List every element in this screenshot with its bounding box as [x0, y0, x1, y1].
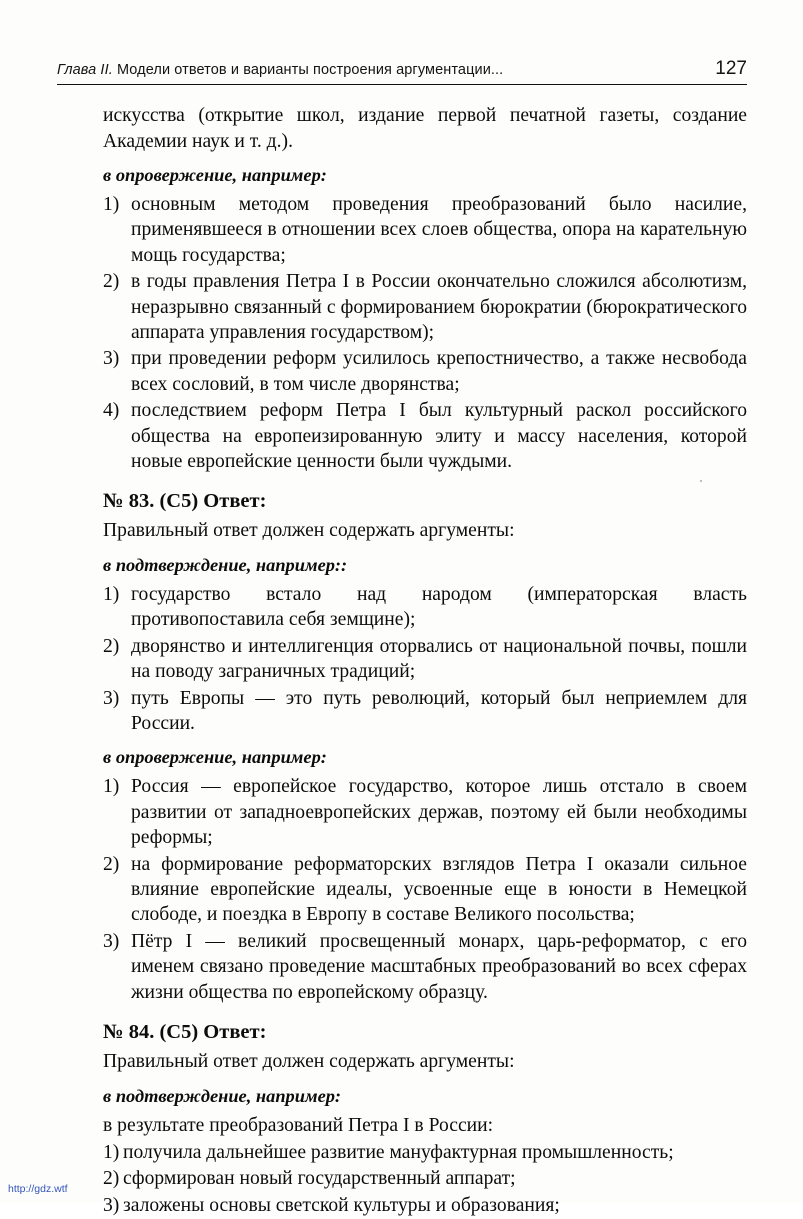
answer-83-lead: Правильный ответ должен содержать аргументы:: [103, 520, 515, 542]
answer-84-intro: в результате преобразований Петра I в России:: [103, 1114, 494, 1136]
list-item: [57, 398, 747, 474]
header-chapter: Глава II.: [57, 62, 113, 78]
list-item: [57, 774, 747, 850]
list-item: [57, 269, 747, 345]
list-item-number: 3): [103, 348, 120, 370]
list-item-text: основным методом проведения преобразований было насилие, применявшееся в отношении всех слоев общества, опора на карательную мощь государства;: [131, 194, 747, 266]
list-item: [57, 1166, 747, 1191]
list-item-text: путь Европы — это путь революций, который был неприемлем для России.: [131, 687, 747, 734]
refutation-label: в опровержение, например:: [103, 165, 327, 185]
refutation-list: [57, 192, 747, 474]
answer-83-confirmation-label: в подтверждение, например::: [103, 554, 348, 575]
list-item-text: сформирован новый государственный аппарат;: [123, 1168, 516, 1190]
answer-83-refutation-label: в опровержение, например:: [103, 747, 327, 768]
list-item-number: 1): [103, 1142, 120, 1164]
answer-84-lead: Правильный ответ должен содержать аргументы:: [103, 1051, 515, 1073]
list-item: [57, 686, 747, 737]
page-number: 127: [715, 58, 747, 79]
list-item-text: Пётр I — великий просвещенный монарх, царь-реформатор, с его именем связано проведение масштабных преобразований во всех сферах жизни общества по европейскому образцу.: [131, 930, 747, 1003]
list-item-number: 2): [103, 271, 120, 293]
answer-84-list: [57, 1140, 747, 1218]
list-item: [57, 929, 747, 1005]
list-item: [57, 192, 747, 268]
list-item-number: 1): [103, 194, 120, 215]
list-item: [57, 582, 747, 633]
header-title: [57, 62, 503, 78]
list-item-text: последствием реформ Петра I был культурный раскол российского общества на европеизированную элиту и массу населения, которой новые европейские ценности были чуждыми.: [131, 400, 747, 473]
list-item: [57, 346, 747, 397]
page-content: [57, 58, 747, 1219]
list-item-number: 3): [103, 930, 120, 952]
answer-84-heading: № 84. (С5) Ответ:: [103, 1021, 267, 1044]
list-item-text: дворянство и интеллигенция оторвались от национальной почвы, пошли на поводу заграничных традиций;: [131, 635, 747, 683]
list-item-number: 4): [103, 400, 120, 422]
opening-paragraph: искусства (открытие школ, издание первой печатной газеты, создание Академии наук и т. д.).: [103, 105, 747, 152]
answer-83-refutation-list: [57, 774, 747, 1005]
list-item-number: 3): [103, 1194, 120, 1216]
list-item-number: 3): [103, 687, 120, 709]
list-item: [57, 1193, 747, 1218]
list-item-number: 2): [103, 1168, 120, 1190]
list-item-number: 2): [103, 635, 120, 657]
watermark-link[interactable]: http://gdz.wtf: [8, 1183, 68, 1195]
list-item-text: Россия — европейское государство, которое лишь отстало в своем развитии от западноевропейских держав, поэтому ей были необходимы реформы;: [131, 776, 747, 849]
list-item-number: 2): [103, 853, 120, 875]
list-item-number: 1): [103, 583, 120, 605]
running-header: [57, 58, 747, 85]
list-item-number: 1): [103, 776, 120, 798]
list-item: [57, 634, 747, 685]
answer-83-confirmation-list: [57, 582, 747, 736]
answer-83-heading: № 83. (С5) Ответ:: [103, 490, 267, 513]
list-item-text: получила дальнейшее развитие мануфактурная промышленность;: [123, 1142, 674, 1164]
list-item-text: в годы правления Петра I в России окончательно сложился абсолютизм, неразрывно связанный с формированием бюрократии (бюрократического аппарата управления государством);: [131, 271, 747, 344]
list-item: [57, 1140, 747, 1165]
list-item-text: государство встало над народом (императорская власть противопоставила себя земщине);: [131, 583, 747, 631]
scan-artifact-dot: [700, 480, 702, 482]
header-subject: Модели ответов и варианты построения аргументации...: [112, 62, 504, 78]
list-item-text: на формирование реформаторских взглядов Петра I оказали сильное влияние европейские идеалы, усвоенные еще в юности в Немецкой слободе, и поездка в Европу в составе Великого посольства;: [131, 853, 747, 926]
answer-84-confirmation-label: в подтверждение, например:: [103, 1085, 342, 1106]
list-item-text: заложены основы светской культуры и образования;: [123, 1194, 560, 1216]
list-item: [57, 852, 747, 928]
list-item-text: при проведении реформ усилилось крепостничество, а также несвобода всех сословий, в том числе дворянства;: [131, 348, 747, 395]
